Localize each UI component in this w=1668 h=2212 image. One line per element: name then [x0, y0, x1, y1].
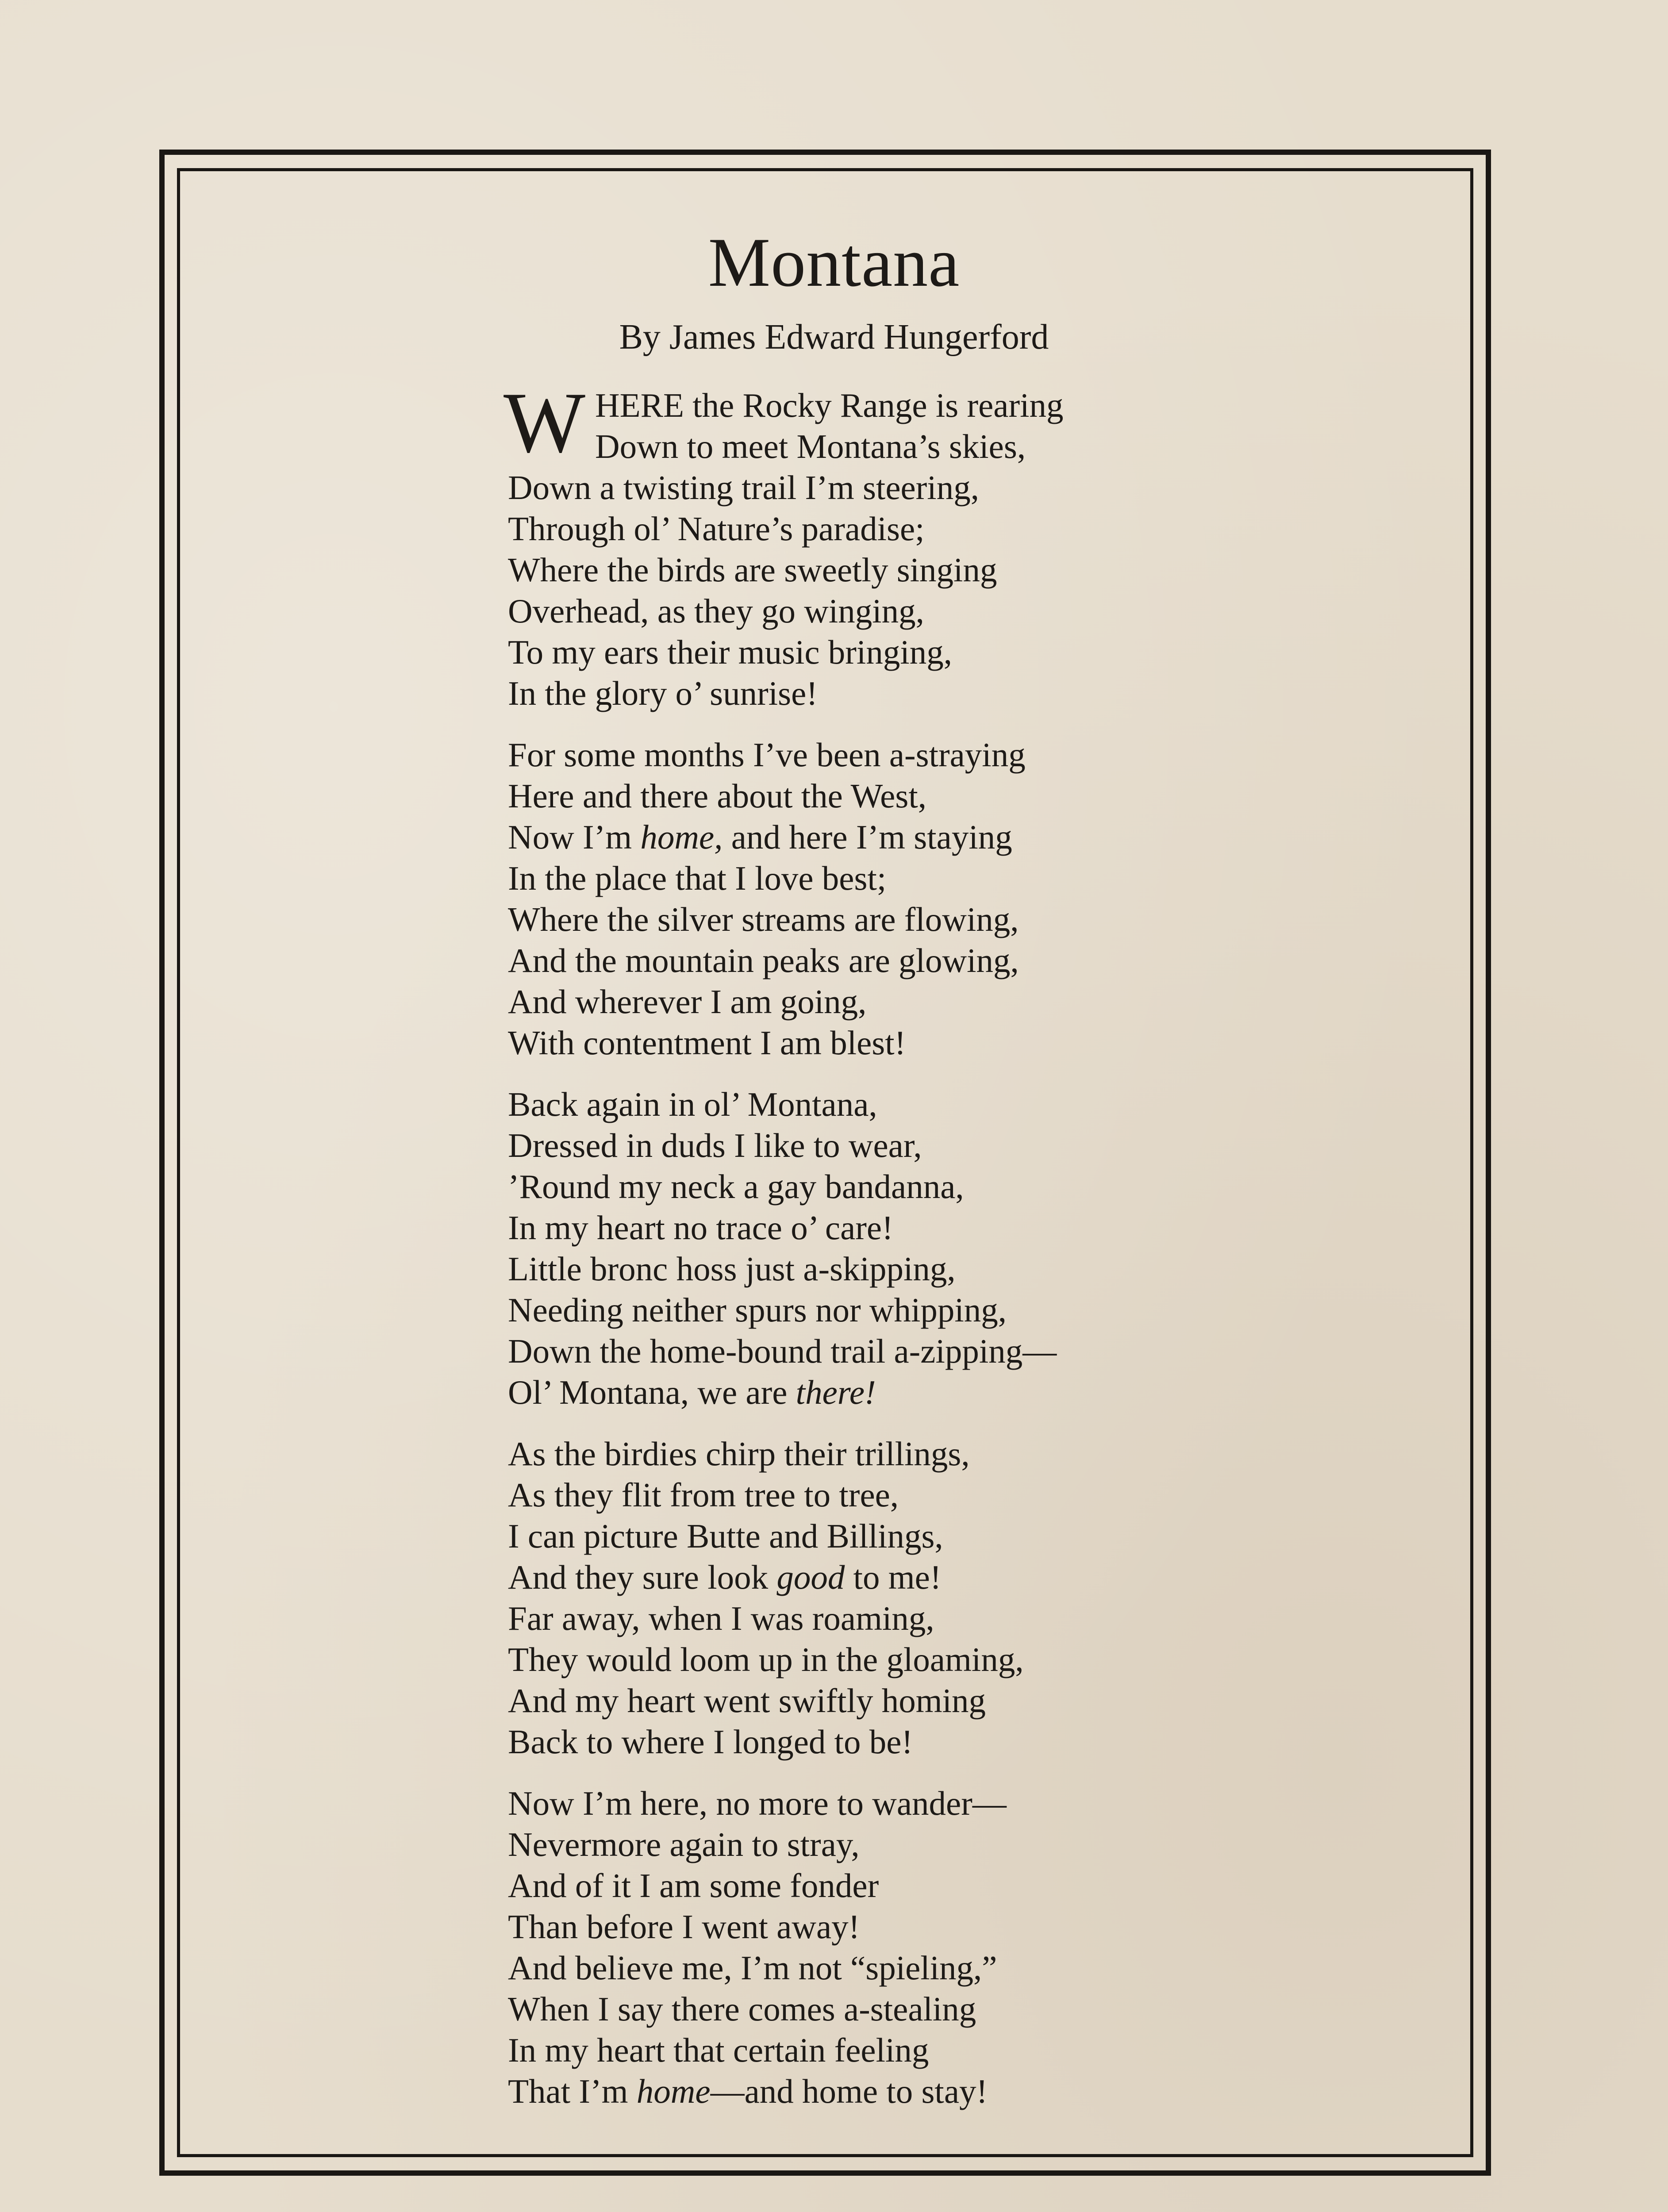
line-text: Now I’m — [508, 818, 641, 856]
stanza-1 — [503, 375, 1225, 714]
line-text: And they sure look — [508, 1558, 777, 1596]
poem-line: And my heart went swiftly homing — [508, 1682, 986, 1720]
poem-line: ’Round my neck a gay bandanna, — [508, 1167, 964, 1206]
poem-line: Down the home-bound trail a-zipping— — [508, 1332, 1057, 1370]
poem-line: I can picture Butte and Billings, — [508, 1517, 943, 1555]
poem-line: Little bronc hoss just a-skipping, — [508, 1250, 956, 1288]
poem-line: Where the birds are sweetly singing — [508, 551, 997, 589]
line-text: Ol’ Montana, we are — [508, 1373, 796, 1411]
poem-line: And believe me, I’m not “spieling,” — [508, 1949, 997, 1987]
poem-line: Down a twisting trail I’m steering, — [508, 469, 979, 507]
poem-line: HERE the Rocky Range is rearing — [595, 386, 1064, 424]
stanza-4 — [508, 1433, 1225, 1763]
drop-cap: W — [503, 375, 585, 471]
poem-line — [508, 1557, 1225, 1598]
poem-line: They would loom up in the gloaming, — [508, 1640, 1024, 1678]
stanza-3 — [508, 1084, 1225, 1413]
poem-line: In the glory o’ sunrise! — [508, 674, 818, 712]
poem-line: Dressed in duds I like to wear, — [508, 1126, 922, 1164]
poem-line: Through ol’ Nature’s paradise; — [508, 510, 925, 548]
poem-line: Far away, when I was roaming, — [508, 1599, 934, 1637]
poem-line — [508, 817, 1225, 858]
poem-body — [503, 375, 1225, 2132]
poem-line: Here and there about the West, — [508, 777, 926, 815]
poem-line: Needing neither spurs nor whipping, — [508, 1291, 1007, 1329]
poem-line: Now I’m here, no more to wander— — [508, 1784, 1007, 1822]
poem-line: Than before I went away! — [508, 1908, 860, 1946]
poem-line: In the place that I love best; — [508, 859, 887, 897]
poem-line: Overhead, as they go winging, — [508, 592, 924, 630]
poem-line: For some months I’ve been a-straying — [508, 736, 1026, 774]
poem-line: Back to where I longed to be! — [508, 1723, 913, 1761]
poem-byline: By James Edward Hungerford — [619, 318, 1049, 357]
line-text: —and home to stay! — [710, 2072, 988, 2110]
line-text: That I’m — [508, 2072, 637, 2110]
poem-line: When I say there comes a-stealing — [508, 1990, 976, 2028]
poem-line: And of it I am some fonder — [508, 1866, 879, 1905]
poem-line: To my ears their music bringing, — [508, 633, 952, 671]
poem-line: Nevermore again to stray, — [508, 1825, 860, 1863]
emphasis-text: home, — [640, 818, 723, 856]
poem-title: Montana — [708, 224, 960, 301]
poem-line: Back again in ol’ Montana, — [508, 1085, 877, 1123]
stanza-5 — [508, 1783, 1225, 2112]
poem-line: Where the silver streams are flowing, — [508, 900, 1019, 938]
emphasis-text: good — [776, 1558, 845, 1596]
poem-line: As they flit from tree to tree, — [508, 1476, 899, 1514]
poem-line: In my heart no trace o’ care! — [508, 1209, 893, 1247]
line-text: and here I’m staying — [723, 818, 1012, 856]
line-text: to me! — [845, 1558, 942, 1596]
poem-line: As the birdies chirp their trillings, — [508, 1435, 970, 1473]
poem-line — [508, 1372, 1225, 1413]
poem-line: And the mountain peaks are glowing, — [508, 941, 1019, 979]
emphasis-text: home — [636, 2072, 711, 2110]
poem-line: And wherever I am going, — [508, 983, 867, 1021]
poem-line — [508, 2071, 1225, 2112]
poem-line: In my heart that certain feeling — [508, 2031, 929, 2069]
poem-line: Down to meet Montana’s skies, — [595, 427, 1026, 465]
stanza-2 — [508, 734, 1225, 1064]
poem-line: With contentment I am blest! — [508, 1024, 906, 1062]
emphasis-text: there! — [796, 1373, 876, 1411]
